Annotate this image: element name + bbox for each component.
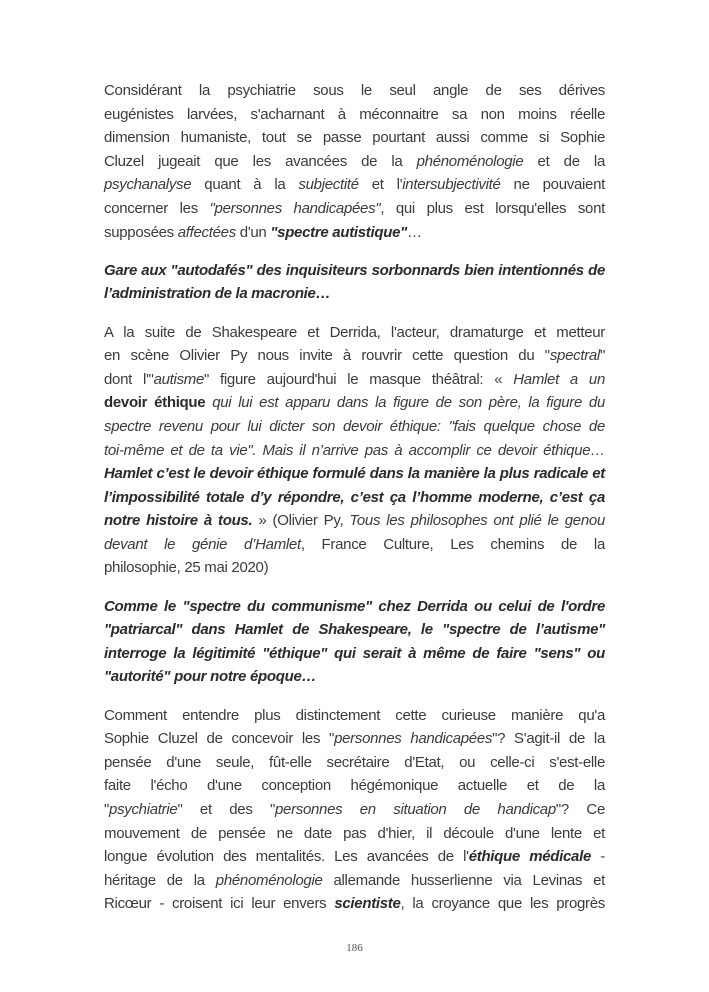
text-run: Ricœur - croisent ici leur envers (104, 895, 335, 913)
text-run: phénoménologie (416, 152, 524, 170)
text-run: autisme (153, 370, 205, 388)
text-run: scientiste (334, 895, 401, 913)
paragraph (104, 321, 605, 581)
text-run: » (Olivier Py, (252, 512, 350, 530)
text-run: philosophie, 25 mai 2020) (104, 559, 269, 577)
text-run: Hamlet a un (513, 370, 605, 388)
text-run: allemande husserlienne via Levinas et (322, 871, 605, 889)
text-line (104, 173, 605, 197)
text-run: d'un (235, 223, 271, 241)
text-run: intersubjectivité (402, 176, 501, 194)
text-line (104, 509, 605, 533)
text-line (104, 595, 605, 619)
text-run: , France Culture, Les chemins de la (300, 535, 605, 553)
text-run: éthique médicale (468, 848, 592, 866)
text-line (104, 665, 605, 689)
text-line (104, 462, 605, 486)
text-run: A la suite de Shakespeare et Derrida, l'acteur, dramaturge et metteur (104, 323, 605, 341)
text-line (104, 321, 605, 345)
text-line (104, 344, 605, 368)
text-line (104, 869, 605, 893)
text-line (104, 556, 605, 580)
text-line (104, 368, 605, 392)
text-line (104, 727, 605, 751)
text-run: psychanalyse (104, 176, 192, 194)
text-run: dimension humaniste, tout se passe pourtant aussi comme si Sophie (104, 129, 605, 147)
text-line (104, 533, 605, 557)
text-run: interroge la légitimité "éthique" qui serait à même de faire "sens" ou (104, 644, 605, 662)
text-run: devant le génie d’Hamlet (104, 535, 301, 553)
text-run: - (591, 848, 605, 866)
text-line (104, 751, 605, 775)
text-run: notre histoire à tous. (104, 512, 253, 530)
text-run: l’administration de la macronie… (104, 285, 331, 303)
text-line (104, 704, 605, 728)
text-run: subjectité (298, 176, 359, 194)
page-body (104, 79, 605, 931)
text-run: personnes en situation de handicap (274, 801, 556, 818)
text-run: pensée d'une seule, fût-elle secrétaire d'Etat, ou celle-ci s'est-elle (104, 753, 605, 771)
text-run: spectral (549, 347, 600, 365)
text-run: , la croyance que les progrès (400, 895, 605, 913)
text-line (104, 415, 605, 439)
text-run: ne pouvaient (500, 176, 605, 194)
text-run: Cluzel jugeait que les avancées de la (104, 152, 417, 170)
text-run: affectées (177, 223, 236, 241)
text-line (104, 798, 605, 822)
text-line (104, 642, 605, 666)
text-run: " figure aujourd'hui le masque théâtral: « (204, 370, 514, 388)
text-run: héritage de la (104, 871, 216, 889)
text-run: longue évolution des mentalités. Les avancées de l' (104, 848, 469, 866)
text-run: personnes handicapées (334, 730, 493, 748)
text-run: "patriarcal" dans Hamlet de Shakespeare, le "spectre de l’autisme" (104, 621, 605, 639)
paragraph (104, 704, 605, 916)
text-line (104, 150, 605, 174)
text-run: Sophie Cluzel de concevoir les " (104, 730, 335, 748)
paragraph (104, 595, 605, 689)
text-run: et de la (523, 152, 605, 170)
text-line (104, 259, 605, 283)
text-line (104, 197, 605, 221)
text-run: Comment entendre plus distinctement cette curieuse manière qu'a (104, 706, 605, 724)
text-run: mouvement de pensée ne date pas d'hier, il découle d'une lente et (104, 824, 605, 842)
text-run: eugénistes larvées, s'acharnant à méconnaitre sa non moins réelle (104, 105, 605, 123)
text-run: Hamlet c’est le devoir éthique formulé dans la manière la plus radicale et (104, 465, 605, 483)
text-run: dont l'" (104, 370, 154, 388)
text-run: "? S'agit-il de la (492, 730, 605, 748)
text-line (104, 221, 605, 245)
text-line (104, 391, 605, 415)
text-run: en scène Olivier Py nous invite à rouvrir cette question du " (104, 347, 550, 365)
text-run: "spectre autistique" (270, 223, 407, 241)
text-line (104, 845, 605, 869)
text-run: phénoménologie (215, 871, 323, 889)
text-line (104, 892, 605, 916)
page-number: 186 (346, 942, 363, 954)
text-run: , qui plus est lorsqu'elles sont (380, 199, 605, 217)
text-run: Gare aux "autodafés" des inquisiteurs sorbonnards bien intentionnés de (104, 261, 605, 279)
text-run: spectre revenu pour lui dicter son devoir éthique: "fais quelque chose de (104, 417, 605, 435)
text-run: supposées (104, 223, 178, 241)
text-run: Tous les philosophes ont plié le genou (349, 512, 605, 530)
text-run: concerner les (104, 199, 210, 217)
text-line (104, 282, 605, 306)
text-run: " (104, 801, 110, 818)
text-run: " (599, 347, 605, 365)
text-run: Comme le "spectre du communisme" chez Derrida ou celui de l'ordre (104, 597, 605, 615)
text-line (104, 822, 605, 846)
text-run: "personnes handicapées" (209, 199, 381, 217)
text-line (104, 79, 605, 103)
text-run: Considérant la psychiatrie sous le seul angle de ses dérives (104, 82, 605, 99)
text-run: et l' (358, 176, 403, 194)
paragraph (104, 79, 605, 244)
text-line (104, 439, 605, 463)
text-run: psychiatrie (109, 801, 178, 818)
text-run: qui lui est apparu dans la figure de son père, la figure du (205, 394, 605, 412)
text-line (104, 486, 605, 510)
text-run: … (406, 223, 422, 241)
text-run: "? Ce (555, 801, 605, 818)
text-run: quant à la (191, 176, 299, 194)
text-run: devoir éthique (104, 394, 206, 412)
text-run: toi-même et de ta vie". Mais il n’arrive pas à accomplir ce devoir éthique… (104, 441, 605, 459)
text-line (104, 774, 605, 798)
text-line (104, 126, 605, 150)
paragraph (104, 259, 605, 306)
text-run: "autorité" pour notre époque… (104, 668, 317, 686)
text-line (104, 618, 605, 642)
text-run: l’impossibilité totale d’y répondre, c’est ça l’homme moderne, c’est ça (104, 488, 605, 506)
text-line (104, 103, 605, 127)
text-run: " et des " (177, 801, 275, 818)
text-run: faite l'écho d'une conception hégémonique actuelle et de la (104, 777, 605, 795)
